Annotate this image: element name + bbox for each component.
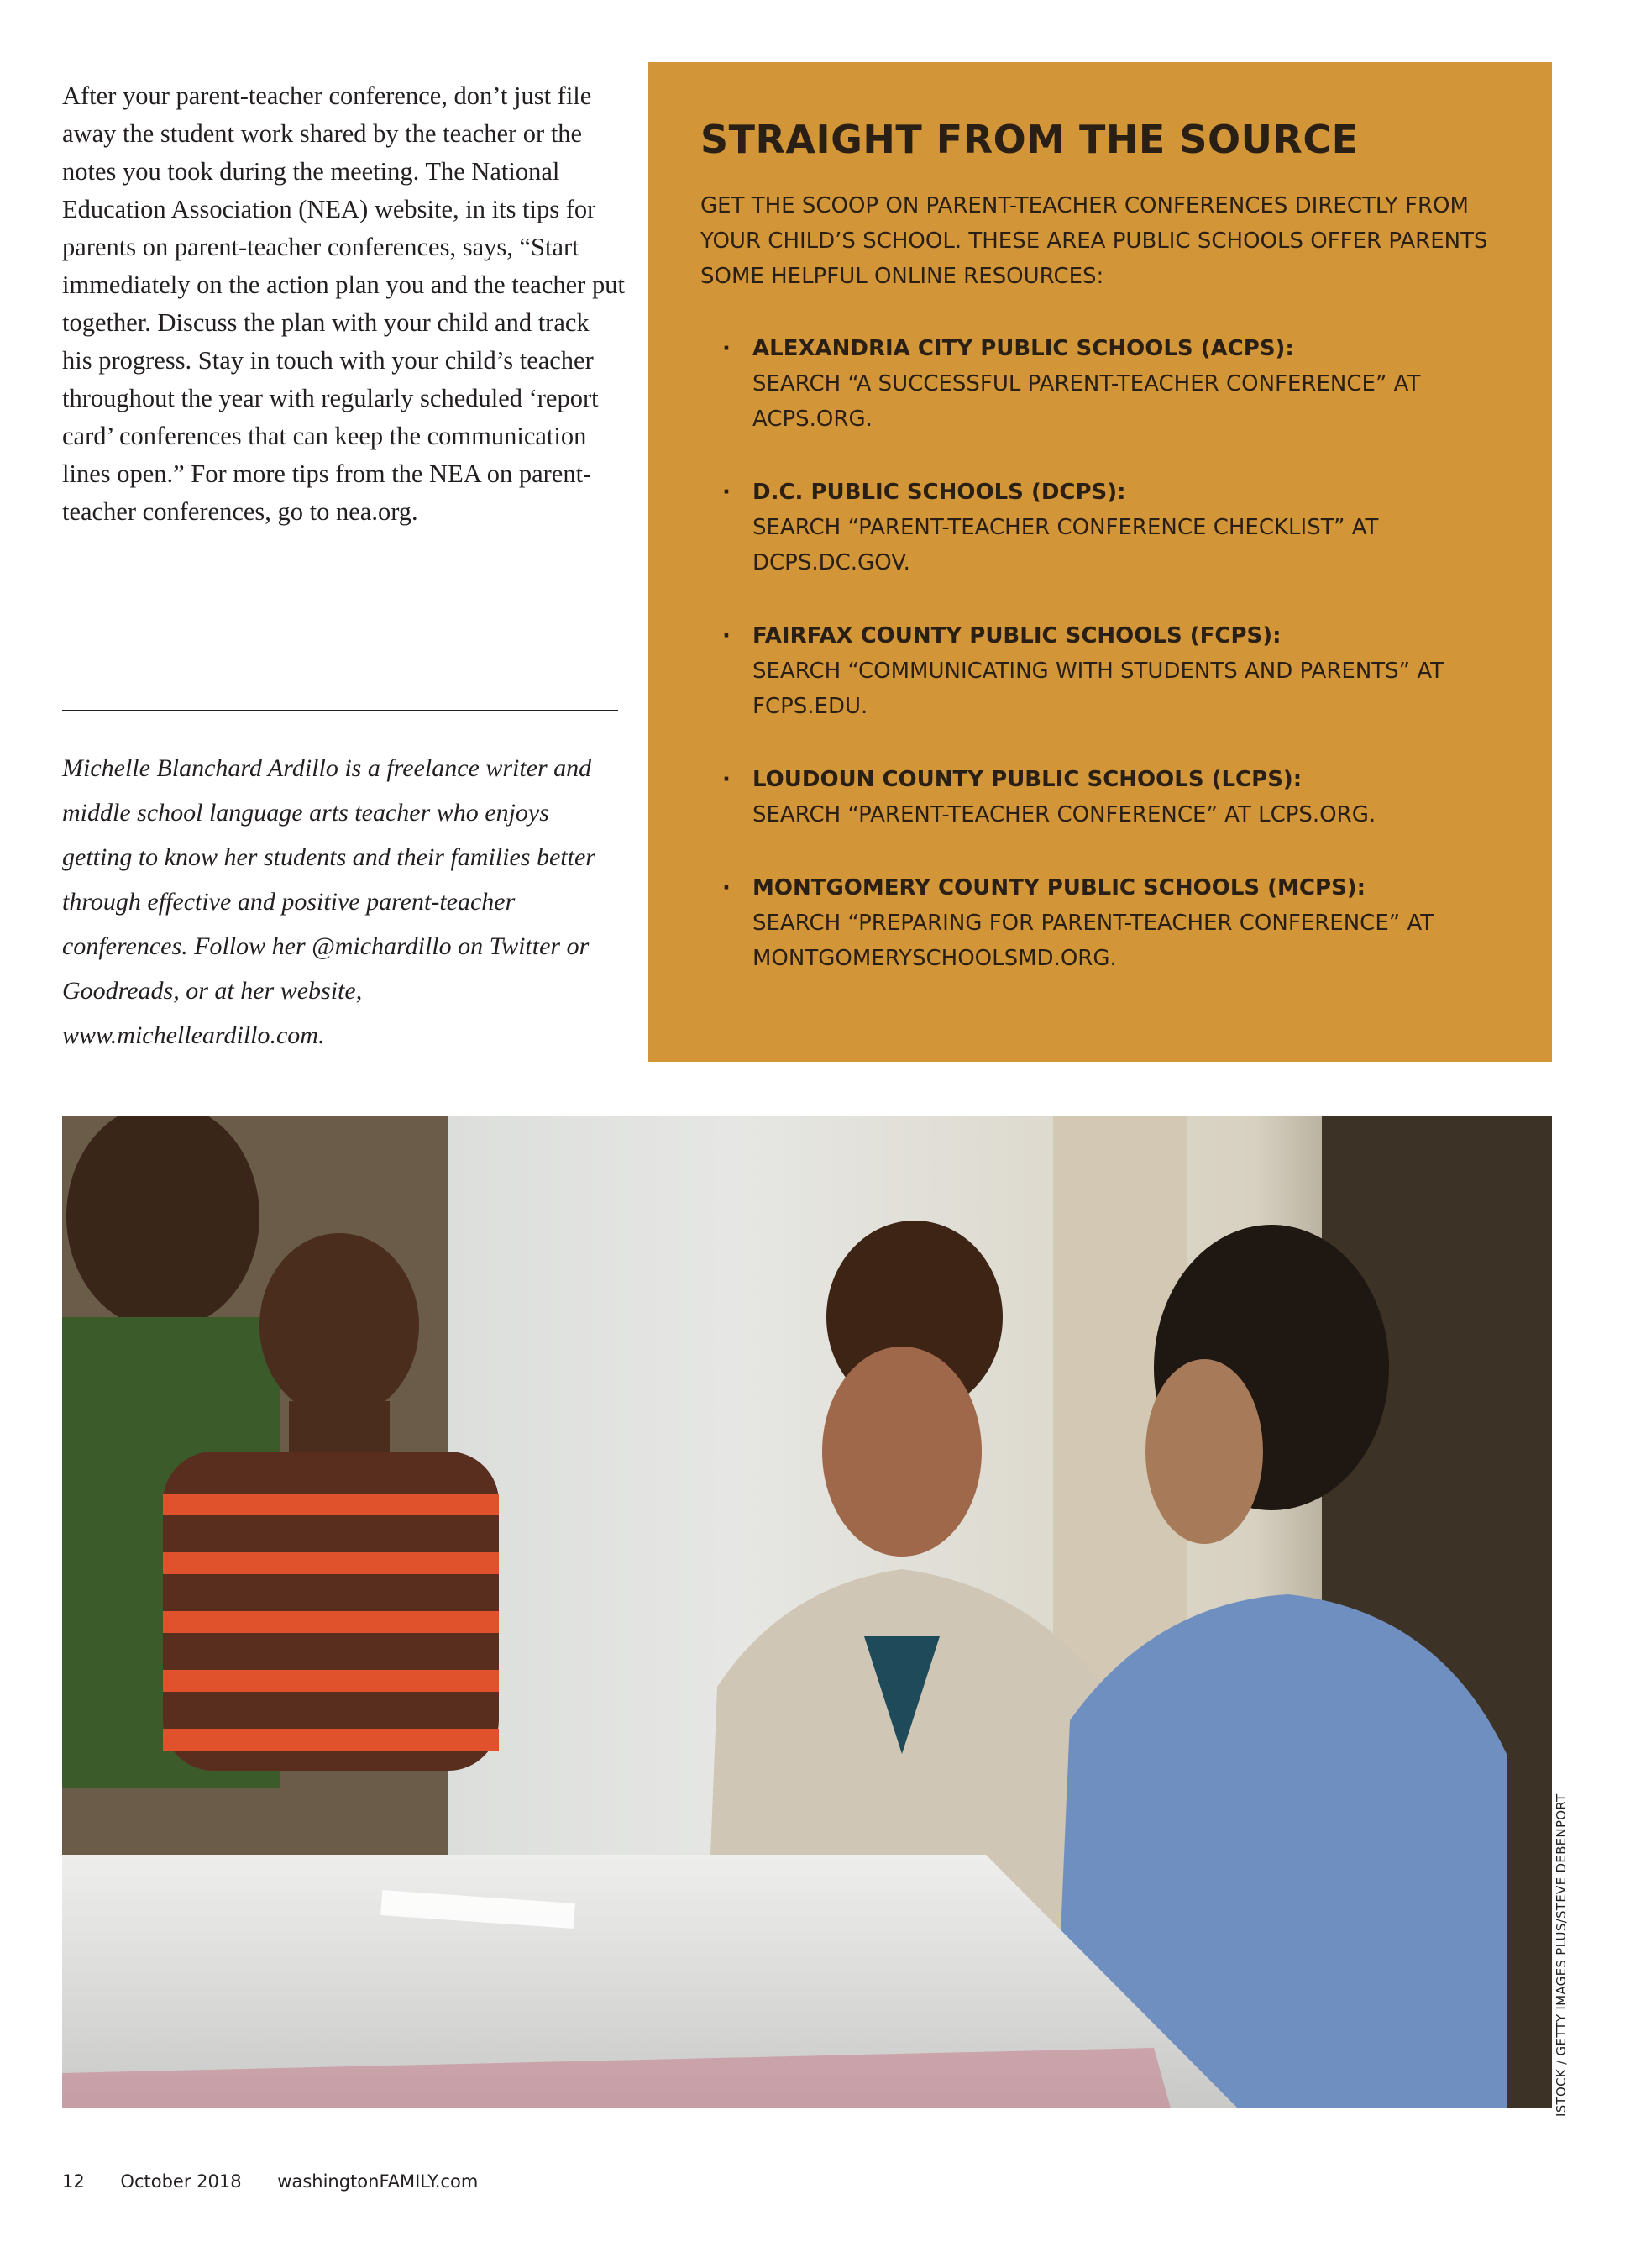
site-url: washingtonFAMILY.com: [277, 2171, 479, 2192]
resource-detail: SEARCH “PARENT-TEACHER CONFERENCE” AT LCPS.ORG.: [752, 802, 1376, 827]
resource-name: ALEXANDRIA CITY PUBLIC SCHOOLS (ACPS):: [752, 336, 1294, 361]
bullet-icon: ·: [722, 336, 731, 361]
conference-photo: [62, 1116, 1552, 2108]
article-body-text: After your parent-teacher conference, don’t just file away the student work shared by the teacher or the notes you took during the meeting. The National Education Association (NEA) website, in its tips for parents on parent-teacher conferences, says, “Start immediately on the action plan you and the teacher put together. Discuss the plan with your child and track his progress. Stay in touch with your child’s teacher throughout the year with regularly scheduled ‘report card’ conferences that can keep the communication lines open.” For more tips from the NEA on parent-teacher conferences, go to nea.org.: [62, 81, 625, 526]
bullet-icon: ·: [722, 875, 731, 900]
resource-list: [700, 331, 1502, 976]
page-footer: [62, 2171, 508, 2192]
resource-item-mcps: [700, 870, 1502, 976]
resource-name: LOUDOUN COUNTY PUBLIC SCHOOLS (LCPS):: [752, 767, 1303, 792]
section-divider: [62, 710, 618, 711]
page-number: 12: [62, 2171, 85, 2192]
photo-credit: ISTOCK / GETTY IMAGES PLUS/STEVE DEBENPORT: [1554, 1793, 1569, 2117]
resource-detail: SEARCH “A SUCCESSFUL PARENT-TEACHER CONFERENCE” AT ACPS.ORG.: [752, 371, 1421, 432]
conference-photo-illustration: [62, 1116, 1552, 2108]
resource-item-dcps: [700, 475, 1502, 580]
bullet-icon: ·: [722, 623, 731, 648]
bullet-icon: ·: [722, 480, 731, 505]
resource-item-lcps: [700, 762, 1502, 832]
resource-item-fcps: [700, 618, 1502, 724]
author-bio: Michelle Blanchard Ardillo is a freelance writer and middle school language arts teacher who enjoys getting to know her students and their families better through effective and positive parent-teacher conferences. Follow her @michardillo on Twitter or Goodreads, or at her website, www.michelleardillo.com.: [62, 754, 595, 1049]
resource-name: MONTGOMERY COUNTY PUBLIC SCHOOLS (MCPS):: [752, 875, 1366, 900]
bullet-icon: ·: [722, 767, 731, 792]
resource-detail: SEARCH “PARENT-TEACHER CONFERENCE CHECKLIST” AT DCPS.DC.GOV.: [752, 515, 1379, 575]
sidebar-title: STRAIGHT FROM THE SOURCE: [700, 117, 1359, 162]
resources-sidebar: [648, 62, 1552, 1062]
resource-detail: SEARCH “COMMUNICATING WITH STUDENTS AND PARENTS” AT FCPS.EDU.: [752, 659, 1444, 719]
resource-item-acps: [700, 331, 1502, 437]
resource-name: FAIRFAX COUNTY PUBLIC SCHOOLS (FCPS):: [752, 623, 1282, 648]
resource-name: D.C. PUBLIC SCHOOLS (DCPS):: [752, 480, 1126, 505]
sidebar-intro: GET THE SCOOP ON PARENT-TEACHER CONFERENCES DIRECTLY FROM YOUR CHILD’S SCHOOL. THESE AREA PUBLIC SCHOOLS OFFER PARENTS SOME HELPFUL ONLINE RESOURCES:: [700, 193, 1488, 289]
resource-detail: SEARCH “PREPARING FOR PARENT-TEACHER CONFERENCE” AT MONTGOMERYSCHOOLSMD.ORG.: [752, 911, 1434, 971]
issue-date: October 2018: [120, 2171, 242, 2192]
